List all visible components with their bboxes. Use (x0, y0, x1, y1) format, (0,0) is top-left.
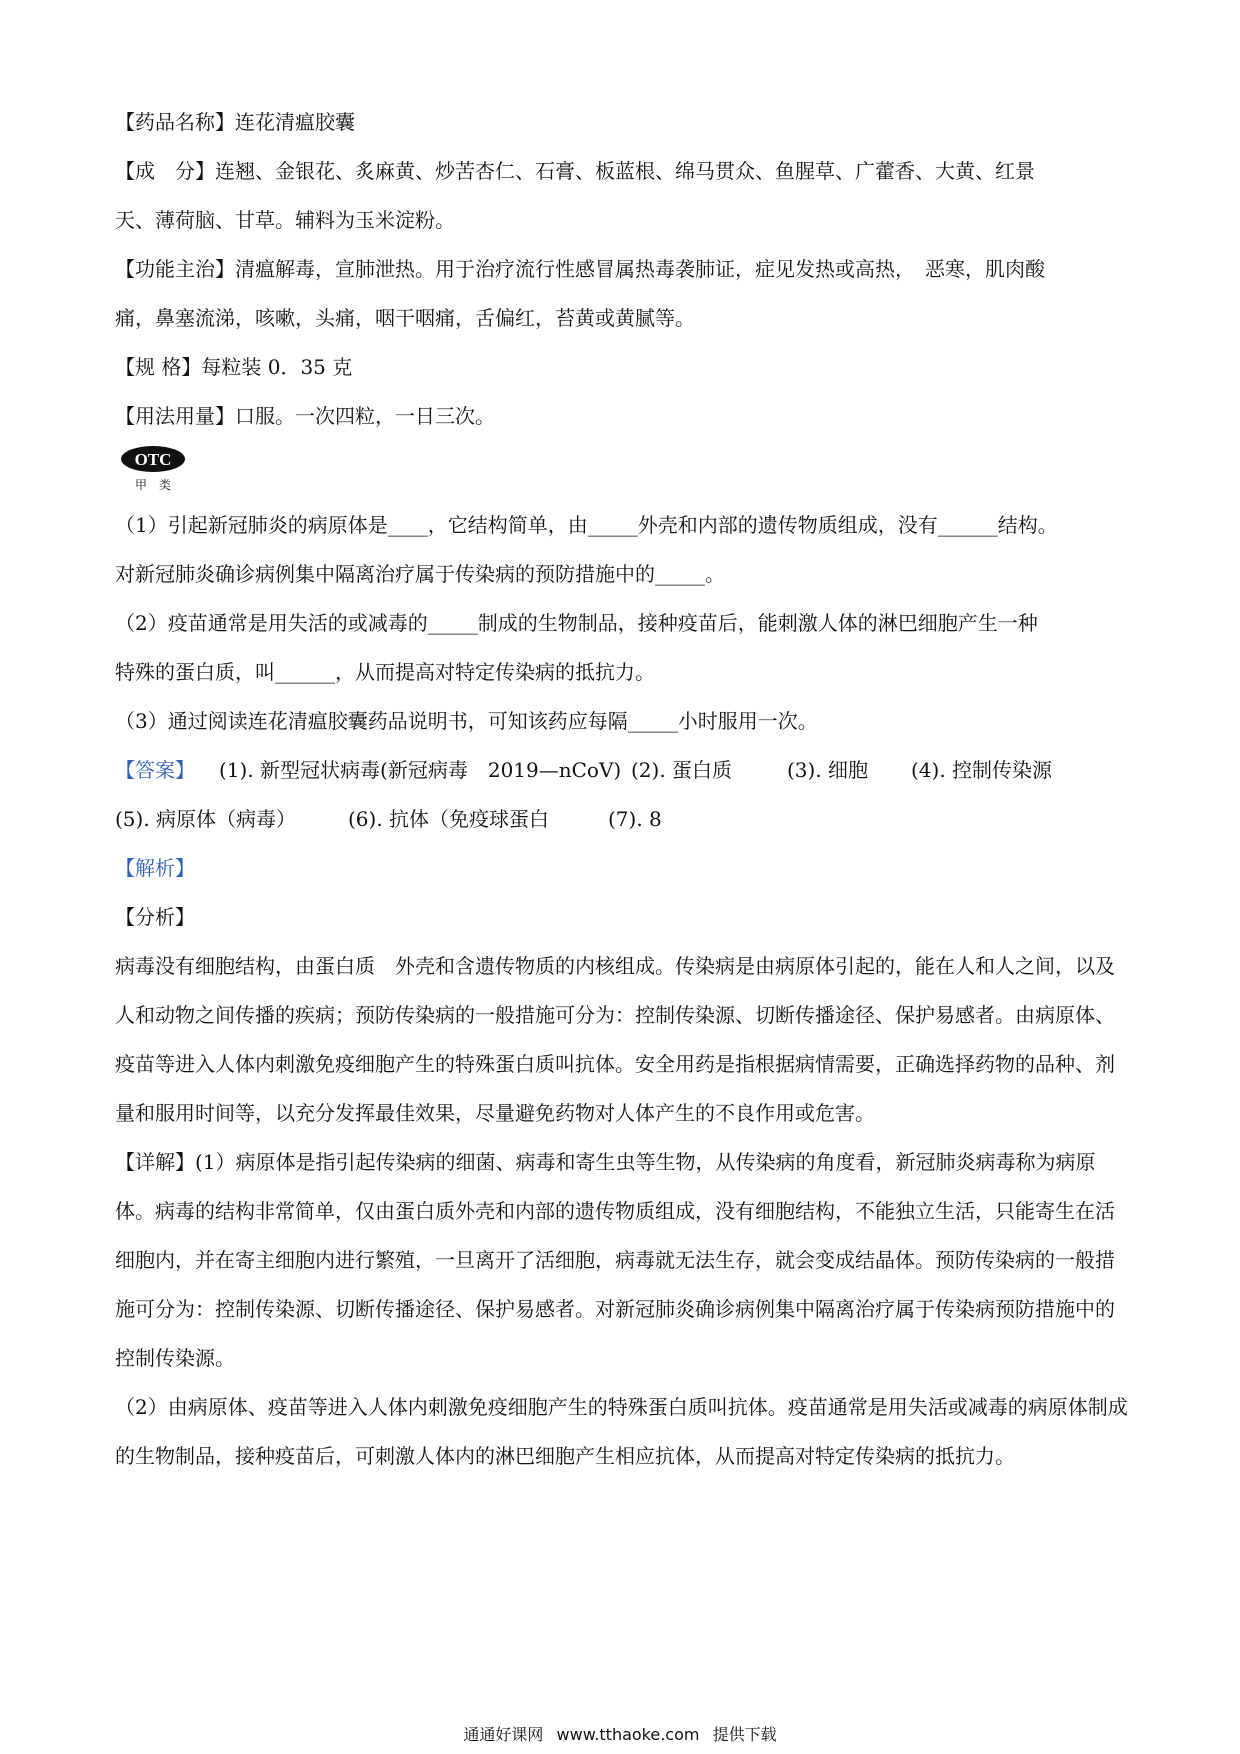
drug-function-line-1: 【功能主治】清瘟解毒，宣肺泄热。用于治疗流行性感冒属热毒袭肺证，症见发热或高热， 恶寒，肌肉酸 (115, 257, 1045, 281)
drug-name: 【药品名称】连花清瘟胶囊 (115, 110, 355, 134)
answer-item-5: (5). 病原体（病毒） (115, 807, 297, 831)
question-1-line-2: 对新冠肺炎确诊病例集中隔离治疗属于传染病的预防措施中的_____。 (115, 562, 725, 586)
answer-label: 【答案】 (115, 758, 195, 782)
question-2-line-1: （2）疫苗通常是用失活的或减毒的_____制成的生物制品，接种疫苗后，能刺激人体的淋巴细胞产生一种 (115, 611, 1038, 635)
answer-row-1 (115, 746, 1130, 795)
analysis-sub-label: 【分析】 (115, 905, 195, 929)
answer-item-4: (4). 控制传染源 (911, 758, 1053, 782)
otc-class-label: 甲 类 (134, 478, 172, 492)
answer-item-6: (6). 抗体（免疫球蛋白 (348, 807, 550, 831)
question-1-line-1: （1）引起新冠肺炎的病原体是____，它结构简单，由_____外壳和内部的遗传物质组成，没有______结构。 (115, 513, 1058, 537)
answer-row-2 (115, 795, 1130, 844)
drug-usage: 【用法用量】口服。一次四粒，一日三次。 (115, 404, 495, 428)
otc-badge-icon (115, 443, 195, 497)
drug-function-line-2: 痛，鼻塞流涕，咳嗽，头痛，咽干咽痛，舌偏红，苔黄或黄腻等。 (115, 306, 695, 330)
footer-url[interactable]: www.tthaoke.com (556, 1725, 700, 1744)
analysis-text: 病毒没有细胞结构，由蛋白质 外壳和含遗传物质的内核组成。传染病是由病原体引起的，能在人和人之间，以及人和动物之间传播的疾病；预防传染病的一般措施可分为：控制传染源、切断传播途径、保护易感者。由病原体、疫苗等进入人体内刺激免疫细胞产生的特殊蛋白质叫抗体。安全用药是指根据病情需要，正确选择药物的品种、剂量和服用时间等，以充分发挥最佳效果，尽量避免药物对人体产生的不良作用或危害。 (115, 954, 1115, 1125)
question-3: （3）通过阅读连花清瘟胶囊药品说明书，可知该药应每隔_____小时服用一次。 (115, 709, 818, 733)
analysis-label: 【解析】 (115, 856, 195, 880)
otc-label: OTC (134, 450, 172, 469)
drug-ingredients-line-2: 天、薄荷脑、甘草。辅料为玉米淀粉。 (115, 208, 455, 232)
footer-site-name: 通通好课网 (463, 1725, 544, 1744)
detail-paragraph-1: 【详解】(1）病原体是指引起传染病的细菌、病毒和寄生虫等生物，从传染病的角度看，新冠肺炎病毒称为病原体。病毒的结构非常简单，仅由蛋白质外壳和内部的遗传物质组成，没有细胞结构，不能独立生活，只能寄生在活细胞内，并在寄主细胞内进行繁殖，一旦离开了活细胞，病毒就无法生存，就会变成结晶体。预防传染病的一般措施可分为：控制传染源、切断传播途径、保护易感者。对新冠肺炎确诊病例集中隔离治疗属于传染病预防措施中的控制传染源。 (115, 1150, 1115, 1370)
question-2-line-2: 特殊的蛋白质，叫______，从而提高对特定传染病的抵抗力。 (115, 660, 655, 684)
detail-paragraph-2: （2）由病原体、疫苗等进入人体内刺激免疫细胞产生的特殊蛋白质叫抗体。疫苗通常是用失活或减毒的病原体制成的生物制品，接种疫苗后，可刺激人体内的淋巴细胞产生相应抗体，从而提高对特定传染病的抵抗力。 (115, 1395, 1128, 1468)
answer-item-2: (2). 蛋白质 (631, 758, 733, 782)
page-footer (0, 1722, 1240, 1745)
footer-suffix: 提供下载 (712, 1725, 777, 1744)
drug-ingredients-line-1: 【成 分】连翘、金银花、炙麻黄、炒苦杏仁、石膏、板蓝根、绵马贯众、鱼腥草、广藿香、大黄、红景 (115, 159, 1035, 183)
answer-item-1: (1). 新型冠状病毒(新冠病毒 2019—nCoV) (219, 758, 622, 782)
answer-item-3: (3). 细胞 (787, 758, 869, 782)
drug-spec: 【规 格】每粒装 0．35 克 (115, 355, 353, 379)
content-body (115, 98, 1130, 1481)
otc-logo (115, 443, 1130, 497)
answer-item-7: (7). 8 (608, 807, 662, 831)
